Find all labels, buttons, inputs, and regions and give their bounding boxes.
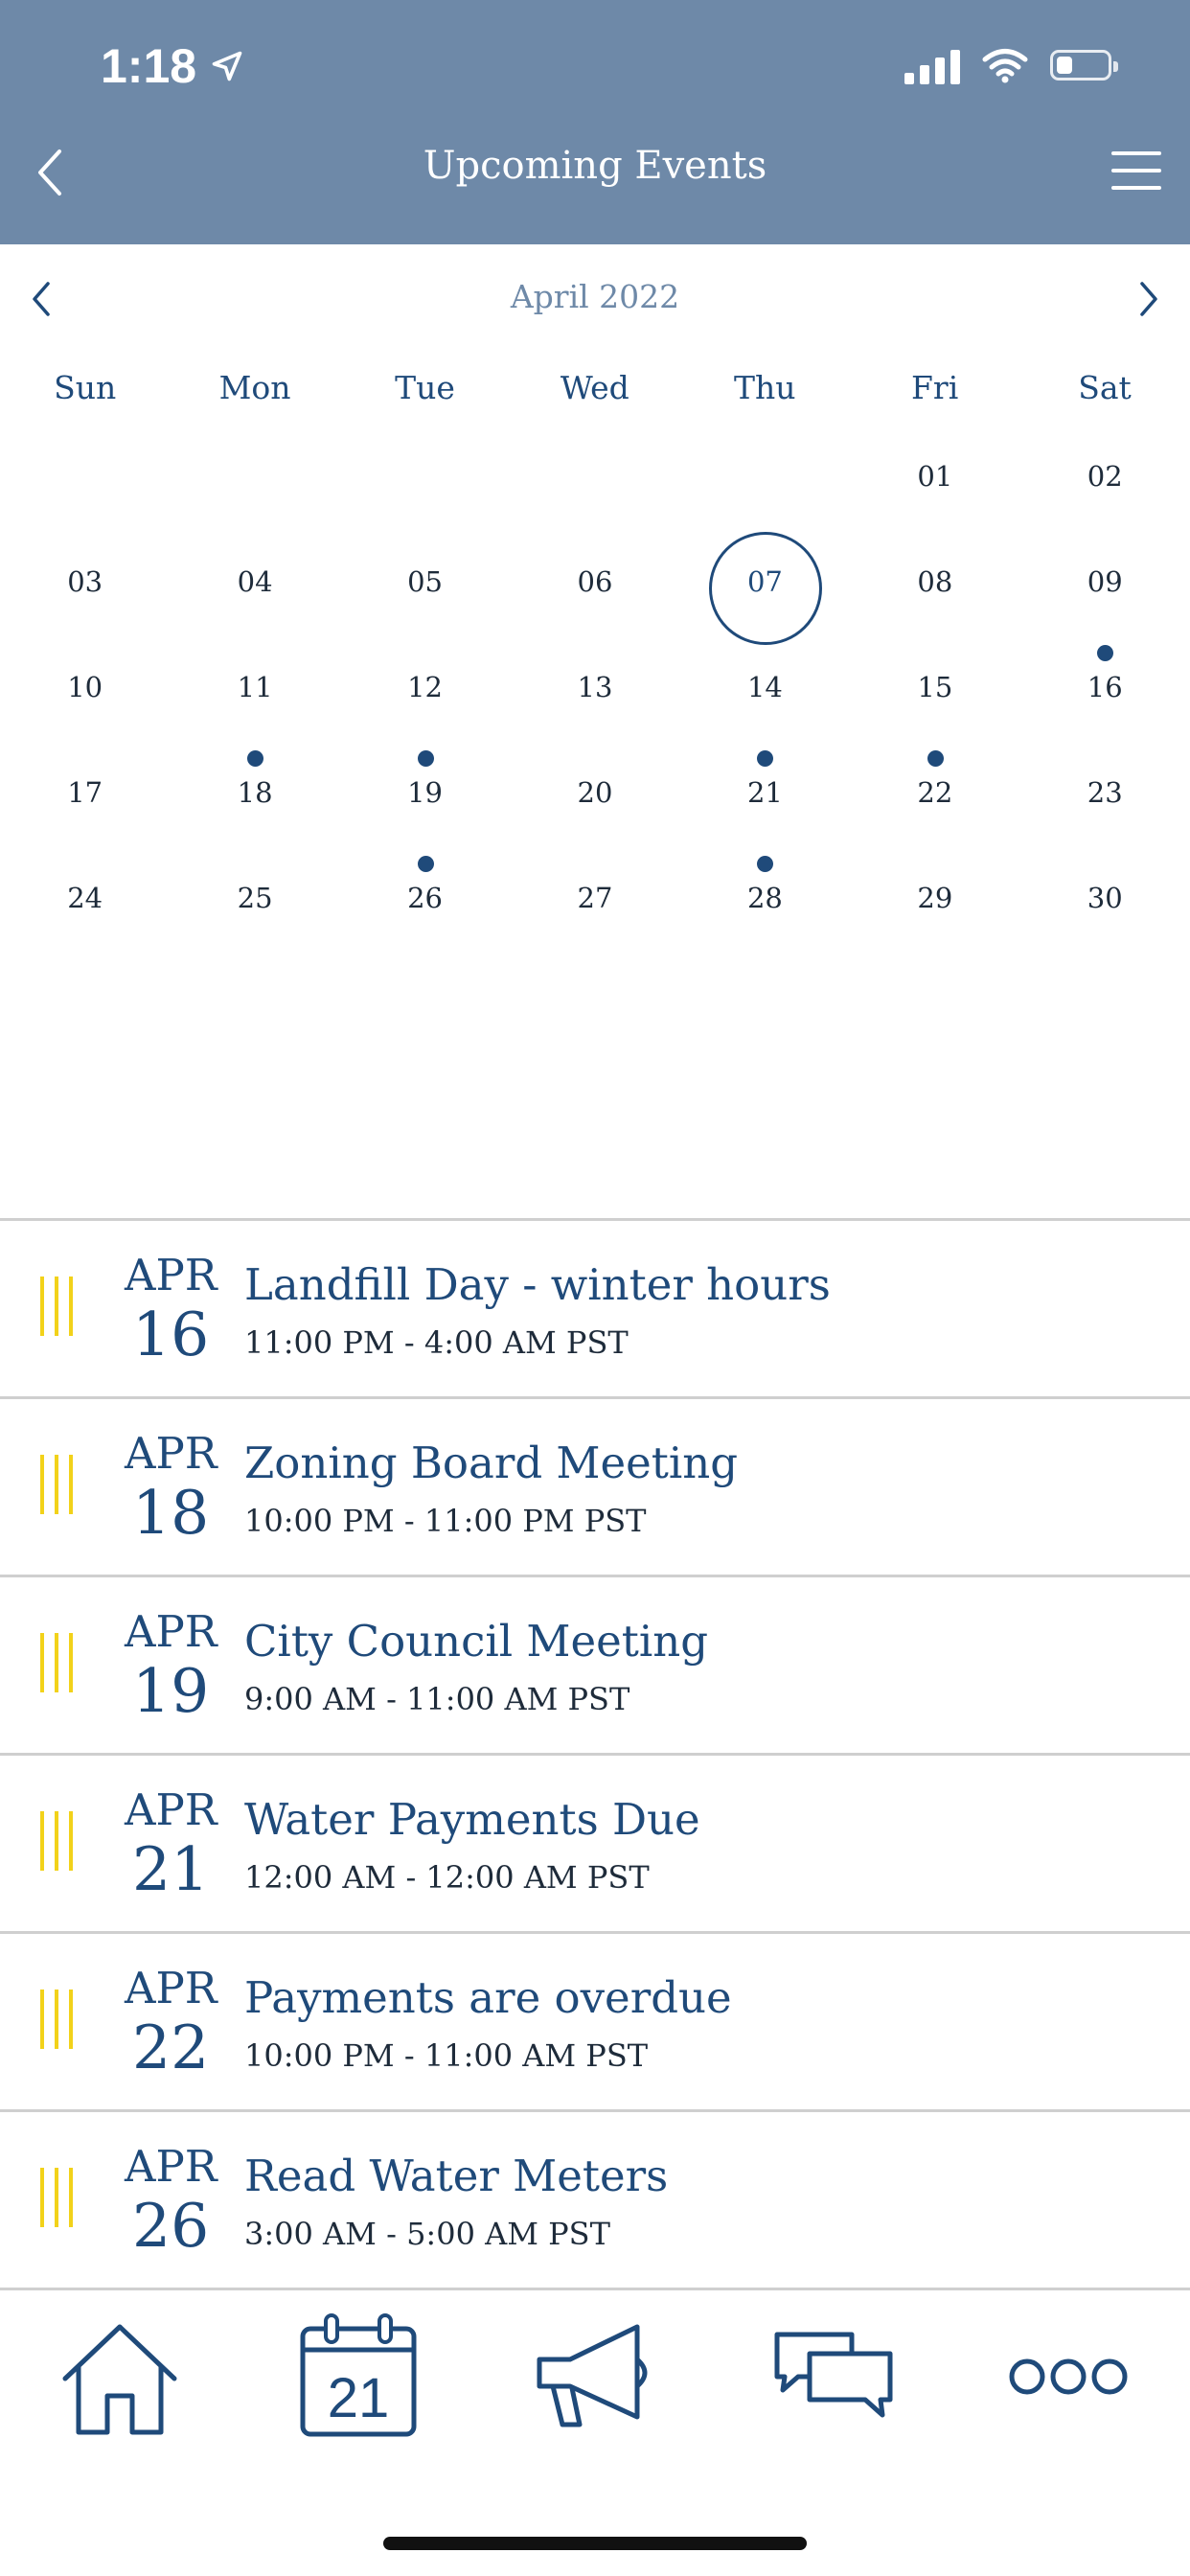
event-month: APR (125, 1963, 217, 2013)
event-time: 3:00 AM - 5:00 AM PST (244, 2216, 610, 2252)
weekday-mon: Mon (218, 369, 291, 406)
weekday-header-row (0, 369, 1190, 406)
calendar-day-17[interactable] (0, 757, 170, 853)
calendar-day-number: 12 (407, 671, 443, 703)
home-icon[interactable] (57, 2319, 182, 2439)
event-item[interactable] (0, 2112, 1190, 2288)
calendar-day-number: 23 (1087, 776, 1123, 809)
calendar-day-number: 24 (67, 882, 103, 914)
event-dot (418, 856, 434, 872)
next-month-chevron-icon[interactable] (1134, 278, 1163, 320)
event-dot (757, 856, 773, 872)
bottom-tab-bar (0, 2290, 1190, 2482)
calendar-header (0, 268, 1190, 326)
calendar-day-19[interactable] (340, 757, 510, 853)
calendar-day-number: 13 (577, 671, 613, 703)
more-icon[interactable] (1006, 2356, 1131, 2398)
calendar-day-number: 01 (917, 460, 953, 493)
weekday-thu: Thu (733, 369, 796, 406)
event-day: 21 (132, 1834, 210, 1904)
calendar-day-08[interactable] (850, 546, 1019, 642)
app-header (0, 0, 1190, 244)
calendar-day-02[interactable] (1020, 441, 1190, 537)
event-day: 19 (132, 1656, 210, 1726)
calendar-day-number: 18 (237, 776, 273, 809)
calendar-day-30[interactable] (1020, 862, 1190, 958)
weekday-fri: Fri (911, 369, 959, 406)
chat-bubbles-icon[interactable] (771, 2329, 896, 2425)
event-month: APR (125, 2141, 217, 2192)
calendar-day-18[interactable] (170, 757, 339, 853)
calendar-day-number: 10 (67, 671, 103, 703)
calendar-day-21[interactable] (680, 757, 850, 853)
calendar-day-04[interactable] (170, 546, 339, 642)
calendar-day-number: 16 (1087, 671, 1123, 703)
event-day: 22 (132, 2012, 210, 2082)
hamburger-menu-icon[interactable] (1111, 151, 1161, 190)
calendar-day-13[interactable] (510, 652, 679, 748)
drag-handle-icon (40, 1633, 73, 1692)
home-indicator (383, 2537, 807, 2550)
event-title: Landfill Day - winter hours (244, 1259, 831, 1310)
page-title: Upcoming Events (423, 144, 767, 188)
status-time-text: 1:18 (101, 39, 197, 93)
calendar-day-12[interactable] (340, 652, 510, 748)
event-time: 10:00 PM - 11:00 AM PST (244, 2037, 649, 2074)
calendar-day-24[interactable] (0, 862, 170, 958)
event-month: APR (125, 1784, 217, 1835)
calendar-day-number: 14 (746, 671, 783, 703)
calendar-day-14[interactable] (680, 652, 850, 748)
calendar-day-number: 20 (577, 776, 613, 809)
weekday-sun: Sun (54, 369, 117, 406)
wifi-icon (981, 47, 1029, 83)
calendar-day-03[interactable] (0, 546, 170, 642)
calendar-day-number: 07 (746, 565, 783, 598)
event-dot (1097, 645, 1113, 661)
calendar-day-26[interactable] (340, 862, 510, 958)
event-time: 10:00 PM - 11:00 PM PST (244, 1503, 647, 1539)
drag-handle-icon (40, 1455, 73, 1514)
event-day: 18 (132, 1478, 210, 1548)
event-dot (418, 750, 434, 767)
event-time: 12:00 AM - 12:00 AM PST (244, 1859, 650, 1896)
weekday-sat: Sat (1078, 369, 1132, 406)
calendar-icon-day: 21 (327, 2367, 390, 2429)
calendar-day-number: 29 (917, 882, 953, 914)
calendar-day-27[interactable] (510, 862, 679, 958)
weekday-tue: Tue (395, 369, 455, 406)
event-time: 11:00 PM - 4:00 AM PST (244, 1324, 629, 1361)
calendar-day-number: 26 (407, 882, 443, 914)
calendar-day-22[interactable] (850, 757, 1019, 853)
calendar-day-number: 02 (1087, 460, 1123, 493)
event-day: 16 (132, 1300, 210, 1369)
calendar-day-16[interactable] (1020, 652, 1190, 748)
status-time (101, 38, 244, 94)
event-month: APR (125, 1428, 217, 1479)
calendar-day-09[interactable] (1020, 546, 1190, 642)
event-title: Zoning Board Meeting (244, 1438, 739, 1488)
calendar-day-number: 08 (917, 565, 953, 598)
calendar-day-number: 19 (407, 776, 443, 809)
location-arrow-icon (210, 49, 244, 83)
event-time: 9:00 AM - 11:00 AM PST (244, 1681, 630, 1717)
calendar-day-number: 04 (237, 565, 273, 598)
event-title: Water Payments Due (244, 1794, 700, 1845)
calendar-day-number: 28 (746, 882, 783, 914)
calendar-day-01[interactable] (850, 441, 1019, 537)
event-month: APR (125, 1250, 217, 1300)
calendar-day-number: 22 (917, 776, 953, 809)
calendar-icon[interactable] (297, 2312, 420, 2441)
calendar-day-15[interactable] (850, 652, 1019, 748)
event-item[interactable] (0, 1756, 1190, 1931)
drag-handle-icon (40, 1276, 73, 1336)
calendar-day-number: 06 (577, 565, 613, 598)
event-dot (757, 750, 773, 767)
calendar-day-number: 15 (917, 671, 953, 703)
megaphone-icon[interactable] (532, 2319, 661, 2439)
calendar-day-number: 17 (67, 776, 103, 809)
weekday-wed: Wed (560, 369, 629, 406)
calendar-day-10[interactable] (0, 652, 170, 748)
status-icons (904, 46, 1111, 84)
calendar-day-number: 30 (1087, 882, 1123, 914)
cellular-signal-icon (904, 46, 960, 84)
calendar-day-29[interactable] (850, 862, 1019, 958)
calendar-day-05[interactable] (340, 546, 510, 642)
calendar-month-label: April 2022 (510, 278, 680, 315)
calendar-day-number: 05 (407, 565, 443, 598)
event-item[interactable] (0, 1577, 1190, 1753)
event-title: Payments are overdue (244, 1972, 732, 2023)
calendar-day-28[interactable] (680, 862, 850, 958)
calendar-day-number: 11 (237, 671, 273, 703)
drag-handle-icon (40, 2168, 73, 2227)
calendar-day-number: 09 (1087, 565, 1123, 598)
event-month: APR (125, 1606, 217, 1657)
calendar-day-11[interactable] (170, 652, 339, 748)
calendar-day-number: 03 (67, 565, 103, 598)
calendar-day-number: 21 (746, 776, 783, 809)
calendar-day-23[interactable] (1020, 757, 1190, 853)
drag-handle-icon (40, 1990, 73, 2049)
event-item[interactable] (0, 1221, 1190, 1396)
event-item[interactable] (0, 1934, 1190, 2109)
event-item[interactable] (0, 1399, 1190, 1575)
calendar-day-number: 25 (237, 882, 273, 914)
calendar-day-07[interactable] (680, 546, 850, 642)
calendar-day-06[interactable] (510, 546, 679, 642)
calendar-day-20[interactable] (510, 757, 679, 853)
event-dot (927, 750, 944, 767)
event-title: Read Water Meters (244, 2150, 669, 2201)
event-dot (247, 750, 263, 767)
drag-handle-icon (40, 1811, 73, 1871)
event-day: 26 (132, 2191, 210, 2261)
calendar-day-25[interactable] (170, 862, 339, 958)
calendar-day-number: 27 (577, 882, 613, 914)
battery-icon (1050, 50, 1111, 80)
event-title: City Council Meeting (244, 1616, 709, 1667)
